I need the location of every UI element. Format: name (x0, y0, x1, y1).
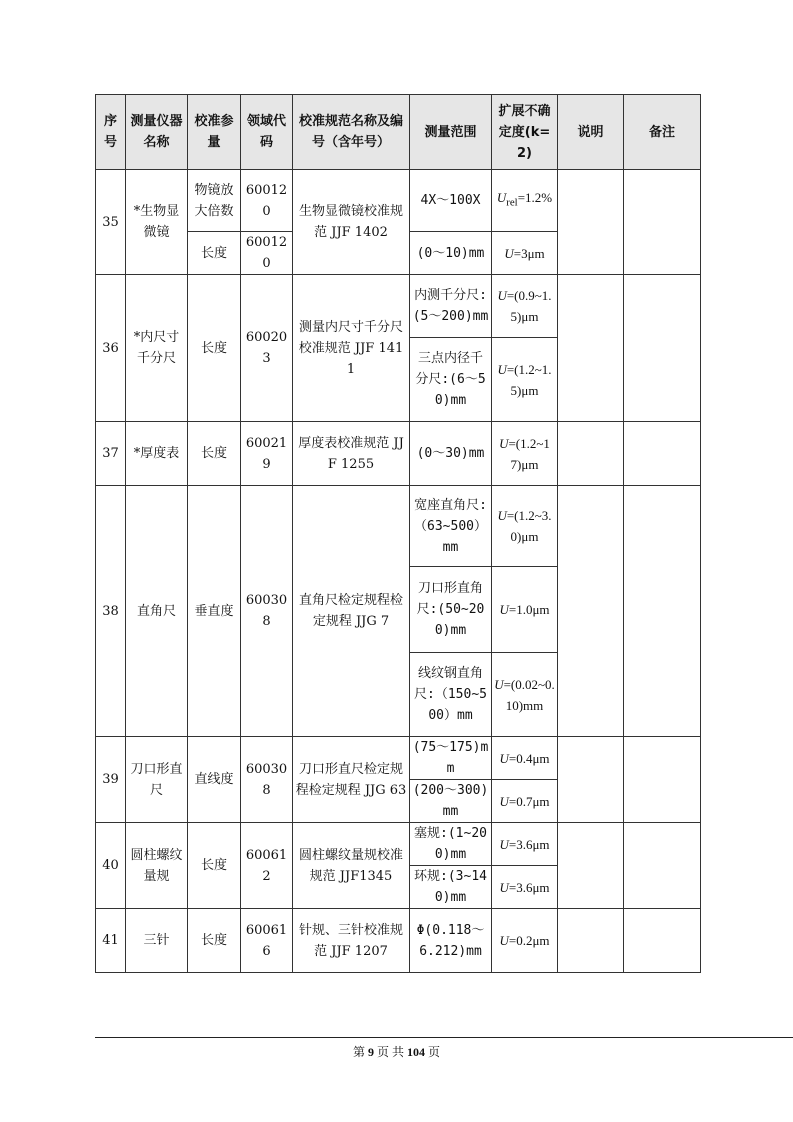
cell-range: 环规:(3~140)mm (410, 866, 492, 909)
cell-no: 38 (96, 486, 126, 737)
cell-uncertainty: U=0.7μm (492, 780, 558, 823)
table-row (96, 275, 701, 338)
cell-parameter: 直线度 (188, 737, 241, 823)
header-parameter: 校准参量 (188, 95, 241, 170)
cell-field-code: 600308 (241, 486, 293, 737)
header-uncertainty: 扩展不确定度(k=2) (492, 95, 558, 170)
table-row (96, 737, 701, 780)
footer-middle: 页 共 (376, 1045, 404, 1059)
cell-field-code: 600308 (241, 737, 293, 823)
cell-range: 4X～100X (410, 170, 492, 232)
cell-parameter: 长度 (188, 909, 241, 973)
cell-range: 宽座直角尺:（63~500）mm (410, 486, 492, 567)
cell-range: 三点内径千分尺:(6～50)mm (410, 338, 492, 422)
table-row (96, 823, 701, 866)
cell-no: 40 (96, 823, 126, 909)
cell-uncertainty: U=3.6μm (492, 823, 558, 866)
cell-range: (75～175)mm (410, 737, 492, 780)
cell-spec: 直角尺检定规程检定规程 JJG 7 (293, 486, 410, 737)
cell-field-code: 600120 (241, 232, 293, 275)
cell-range: 线纹钢直角尺:（150~500）mm (410, 653, 492, 737)
cell-parameter: 长度 (188, 422, 241, 486)
cell-instrument: 圆柱螺纹量规 (126, 823, 188, 909)
cell-field-code: 600616 (241, 909, 293, 973)
cell-uncertainty: U=3μm (492, 232, 558, 275)
cell-remark (624, 823, 701, 909)
header-no: 序号 (96, 95, 126, 170)
cell-uncertainty: U=(1.2~1.5)μm (492, 338, 558, 422)
cell-note (558, 422, 624, 486)
cell-parameter: 长度 (188, 823, 241, 909)
cell-instrument: *内尺寸千分尺 (126, 275, 188, 422)
cell-field-code: 600219 (241, 422, 293, 486)
cell-spec: 刀口形直尺检定规程检定规程 JJG 63 (293, 737, 410, 823)
page-footer (0, 1043, 793, 1060)
cell-range: 内测千分尺:(5～200)mm (410, 275, 492, 338)
footer-divider (95, 1037, 793, 1038)
cell-note (558, 486, 624, 737)
header-field-code: 领域代码 (241, 95, 293, 170)
cell-uncertainty: U=0.2μm (492, 909, 558, 973)
cell-note (558, 737, 624, 823)
cell-spec: 测量内尺寸千分尺校准规范 JJF 1411 (293, 275, 410, 422)
footer-prefix: 第 (352, 1045, 365, 1059)
cell-remark (624, 486, 701, 737)
cell-remark (624, 737, 701, 823)
cell-range: Φ(0.118～6.212)mm (410, 909, 492, 973)
cell-parameter: 垂直度 (188, 486, 241, 737)
header-note: 说明 (558, 95, 624, 170)
cell-parameter: 物镜放大倍数 (188, 170, 241, 232)
table-row (96, 909, 701, 973)
table-row (96, 170, 701, 232)
cell-parameter: 长度 (188, 275, 241, 422)
cell-uncertainty: U=(1.2~17)μm (492, 422, 558, 486)
header-instrument: 测量仪器名称 (126, 95, 188, 170)
cell-spec: 针规、三针校准规范 JJF 1207 (293, 909, 410, 973)
cell-uncertainty: $U_{rel}=1.2\%$ (492, 170, 558, 232)
cell-instrument: 直角尺 (126, 486, 188, 737)
page-total: 104 (407, 1045, 425, 1059)
cell-note (558, 170, 624, 275)
cell-no: 36 (96, 275, 126, 422)
cell-field-code: 600120 (241, 170, 293, 232)
cell-no: 35 (96, 170, 126, 275)
cell-instrument: *厚度表 (126, 422, 188, 486)
cell-uncertainty: U=3.6μm (492, 866, 558, 909)
cell-field-code: 600612 (241, 823, 293, 909)
cell-spec: 圆柱螺纹量规校准规范 JJF1345 (293, 823, 410, 909)
cell-note (558, 909, 624, 973)
cell-uncertainty: U=(1.2~3.0)μm (492, 486, 558, 567)
cell-range: (0～10)mm (410, 232, 492, 275)
cell-uncertainty: U=(0.02~0.10)mm (492, 653, 558, 737)
cell-spec: 生物显微镜校准规范 JJF 1402 (293, 170, 410, 275)
footer-suffix: 页 (428, 1045, 441, 1059)
cell-remark (624, 909, 701, 973)
table-header-row (96, 95, 701, 170)
page-number: 9 (367, 1045, 374, 1059)
cell-note (558, 823, 624, 909)
cell-no: 41 (96, 909, 126, 973)
header-spec: 校准规范名称及编号（含年号） (293, 95, 410, 170)
cell-no: 39 (96, 737, 126, 823)
cell-uncertainty: U=(0.9~1.5)μm (492, 275, 558, 338)
header-remark: 备注 (624, 95, 701, 170)
cell-range: (200～300)mm (410, 780, 492, 823)
calibration-table (95, 94, 701, 973)
cell-range: (0～30)mm (410, 422, 492, 486)
cell-note (558, 275, 624, 422)
cell-uncertainty: U=1.0μm (492, 567, 558, 653)
table-row (96, 486, 701, 567)
cell-uncertainty: U=0.4μm (492, 737, 558, 780)
cell-remark (624, 422, 701, 486)
cell-remark (624, 275, 701, 422)
cell-spec: 厚度表校准规范 JJF 1255 (293, 422, 410, 486)
cell-range: 塞规:(1~200)mm (410, 823, 492, 866)
cell-instrument: 三针 (126, 909, 188, 973)
cell-parameter: 长度 (188, 232, 241, 275)
cell-instrument: 刀口形直尺 (126, 737, 188, 823)
cell-remark (624, 170, 701, 275)
cell-no: 37 (96, 422, 126, 486)
cell-field-code: 600203 (241, 275, 293, 422)
table-row (96, 422, 701, 486)
cell-range: 刀口形直角尺:(50~200)mm (410, 567, 492, 653)
header-range: 测量范围 (410, 95, 492, 170)
cell-instrument: *生物显微镜 (126, 170, 188, 275)
